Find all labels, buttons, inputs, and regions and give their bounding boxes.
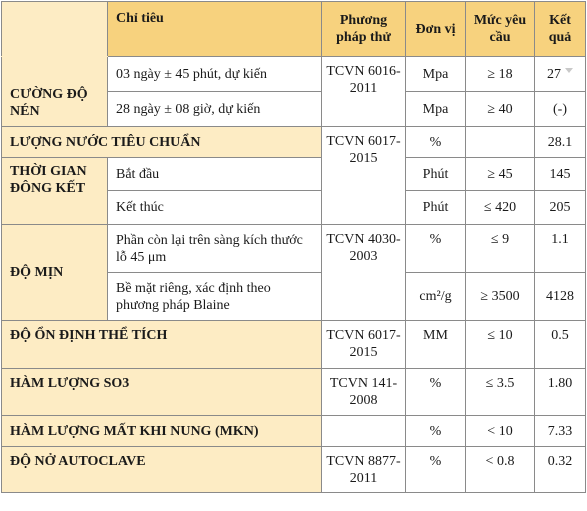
header-muc-yeu-cau: Mức yêu cầu (466, 2, 535, 57)
table-row (2, 447, 586, 493)
category-do-min: ĐỘ MỊN (2, 225, 108, 321)
result-value: 27 (547, 66, 561, 82)
method-cell (322, 416, 406, 447)
unit-cell: % (406, 416, 466, 447)
category-thoi-gian-dong-ket: THỜI GIAN ĐÔNG KẾT (2, 158, 108, 225)
result-cell[interactable] (535, 57, 586, 92)
sub-be-mat-rieng: Bề mặt riêng, xác định theo phương pháp Blaine (108, 273, 322, 321)
result-cell: (-) (535, 92, 586, 127)
sub-3-ngay: 03 ngày ± 45 phút, dự kiến (108, 57, 322, 92)
header-phuong-phap: Phương pháp thử (322, 2, 406, 57)
header-corner (2, 2, 108, 57)
unit-cell: Mpa (406, 57, 466, 92)
requirement-cell: ≤ 3.5 (466, 369, 535, 416)
header-don-vi: Đơn vị (406, 2, 466, 57)
requirement-cell: < 0.8 (466, 447, 535, 493)
unit-cell: Phút (406, 158, 466, 191)
requirement-cell: ≤ 10 (466, 321, 535, 369)
requirement-cell: ≤ 9 (466, 225, 535, 273)
cement-test-table (1, 1, 586, 493)
requirement-cell: ≤ 420 (466, 191, 535, 225)
header-ket-qua: Kết quả (535, 2, 586, 57)
requirement-cell: ≥ 18 (466, 57, 535, 92)
header-row (2, 2, 586, 57)
sub-phan-con-lai: Phần còn lại trên sàng kích thước lỗ 45 μm (108, 225, 322, 273)
unit-cell: % (406, 369, 466, 416)
category-mkn: HÀM LƯỢNG MẤT KHI NUNG (MKN) (2, 416, 322, 447)
result-cell: 1.80 (535, 369, 586, 416)
header-chi-tieu: Chỉ tiêu (108, 2, 322, 57)
requirement-cell: ≥ 40 (466, 92, 535, 127)
category-luong-nuoc: LƯỢNG NƯỚC TIÊU CHUẨN (2, 127, 322, 158)
unit-cell: MM (406, 321, 466, 369)
unit-cell: Phút (406, 191, 466, 225)
sub-28-ngay: 28 ngày ± 08 giờ, dự kiến (108, 92, 322, 127)
requirement-cell: ≥ 45 (466, 158, 535, 191)
method-cell: TCVN 4030-2003 (322, 225, 406, 321)
sub-ket-thuc: Kết thúc (108, 191, 322, 225)
table-row (2, 416, 586, 447)
table-row (2, 369, 586, 416)
unit-cell: Mpa (406, 92, 466, 127)
unit-cell: % (406, 225, 466, 273)
result-cell: 7.33 (535, 416, 586, 447)
result-cell: 0.32 (535, 447, 586, 493)
table-row (2, 225, 586, 273)
table-row (2, 321, 586, 369)
result-cell: 145 (535, 158, 586, 191)
result-cell: 0.5 (535, 321, 586, 369)
method-cell: TCVN 6017-2015 (322, 127, 406, 225)
result-cell: 205 (535, 191, 586, 225)
unit-cell: % (406, 127, 466, 158)
category-autoclave: ĐỘ NỞ AUTOCLAVE (2, 447, 322, 493)
method-cell: TCVN 6016-2011 (322, 57, 406, 127)
method-cell: TCVN 141-2008 (322, 369, 406, 416)
method-cell: TCVN 8877-2011 (322, 447, 406, 493)
table-row (2, 57, 586, 92)
category-ham-luong-so3: HÀM LƯỢNG SO3 (2, 369, 322, 416)
requirement-cell (466, 127, 535, 158)
category-cuong-do-nen: CƯỜNG ĐỘ NÉN (2, 57, 108, 127)
method-cell: TCVN 6017-2015 (322, 321, 406, 369)
unit-cell: cm²/g (406, 273, 466, 321)
unit-cell: % (406, 447, 466, 493)
category-do-on-dinh: ĐỘ ỔN ĐỊNH THỂ TÍCH (2, 321, 322, 369)
dropdown-arrow-icon[interactable] (565, 68, 573, 73)
result-cell: 1.1 (535, 225, 586, 273)
sub-bat-dau: Bắt đầu (108, 158, 322, 191)
result-cell: 28.1 (535, 127, 586, 158)
requirement-cell: ≥ 3500 (466, 273, 535, 321)
table-row (2, 127, 586, 158)
table-row (2, 158, 586, 191)
requirement-cell: < 10 (466, 416, 535, 447)
result-cell: 4128 (535, 273, 586, 321)
